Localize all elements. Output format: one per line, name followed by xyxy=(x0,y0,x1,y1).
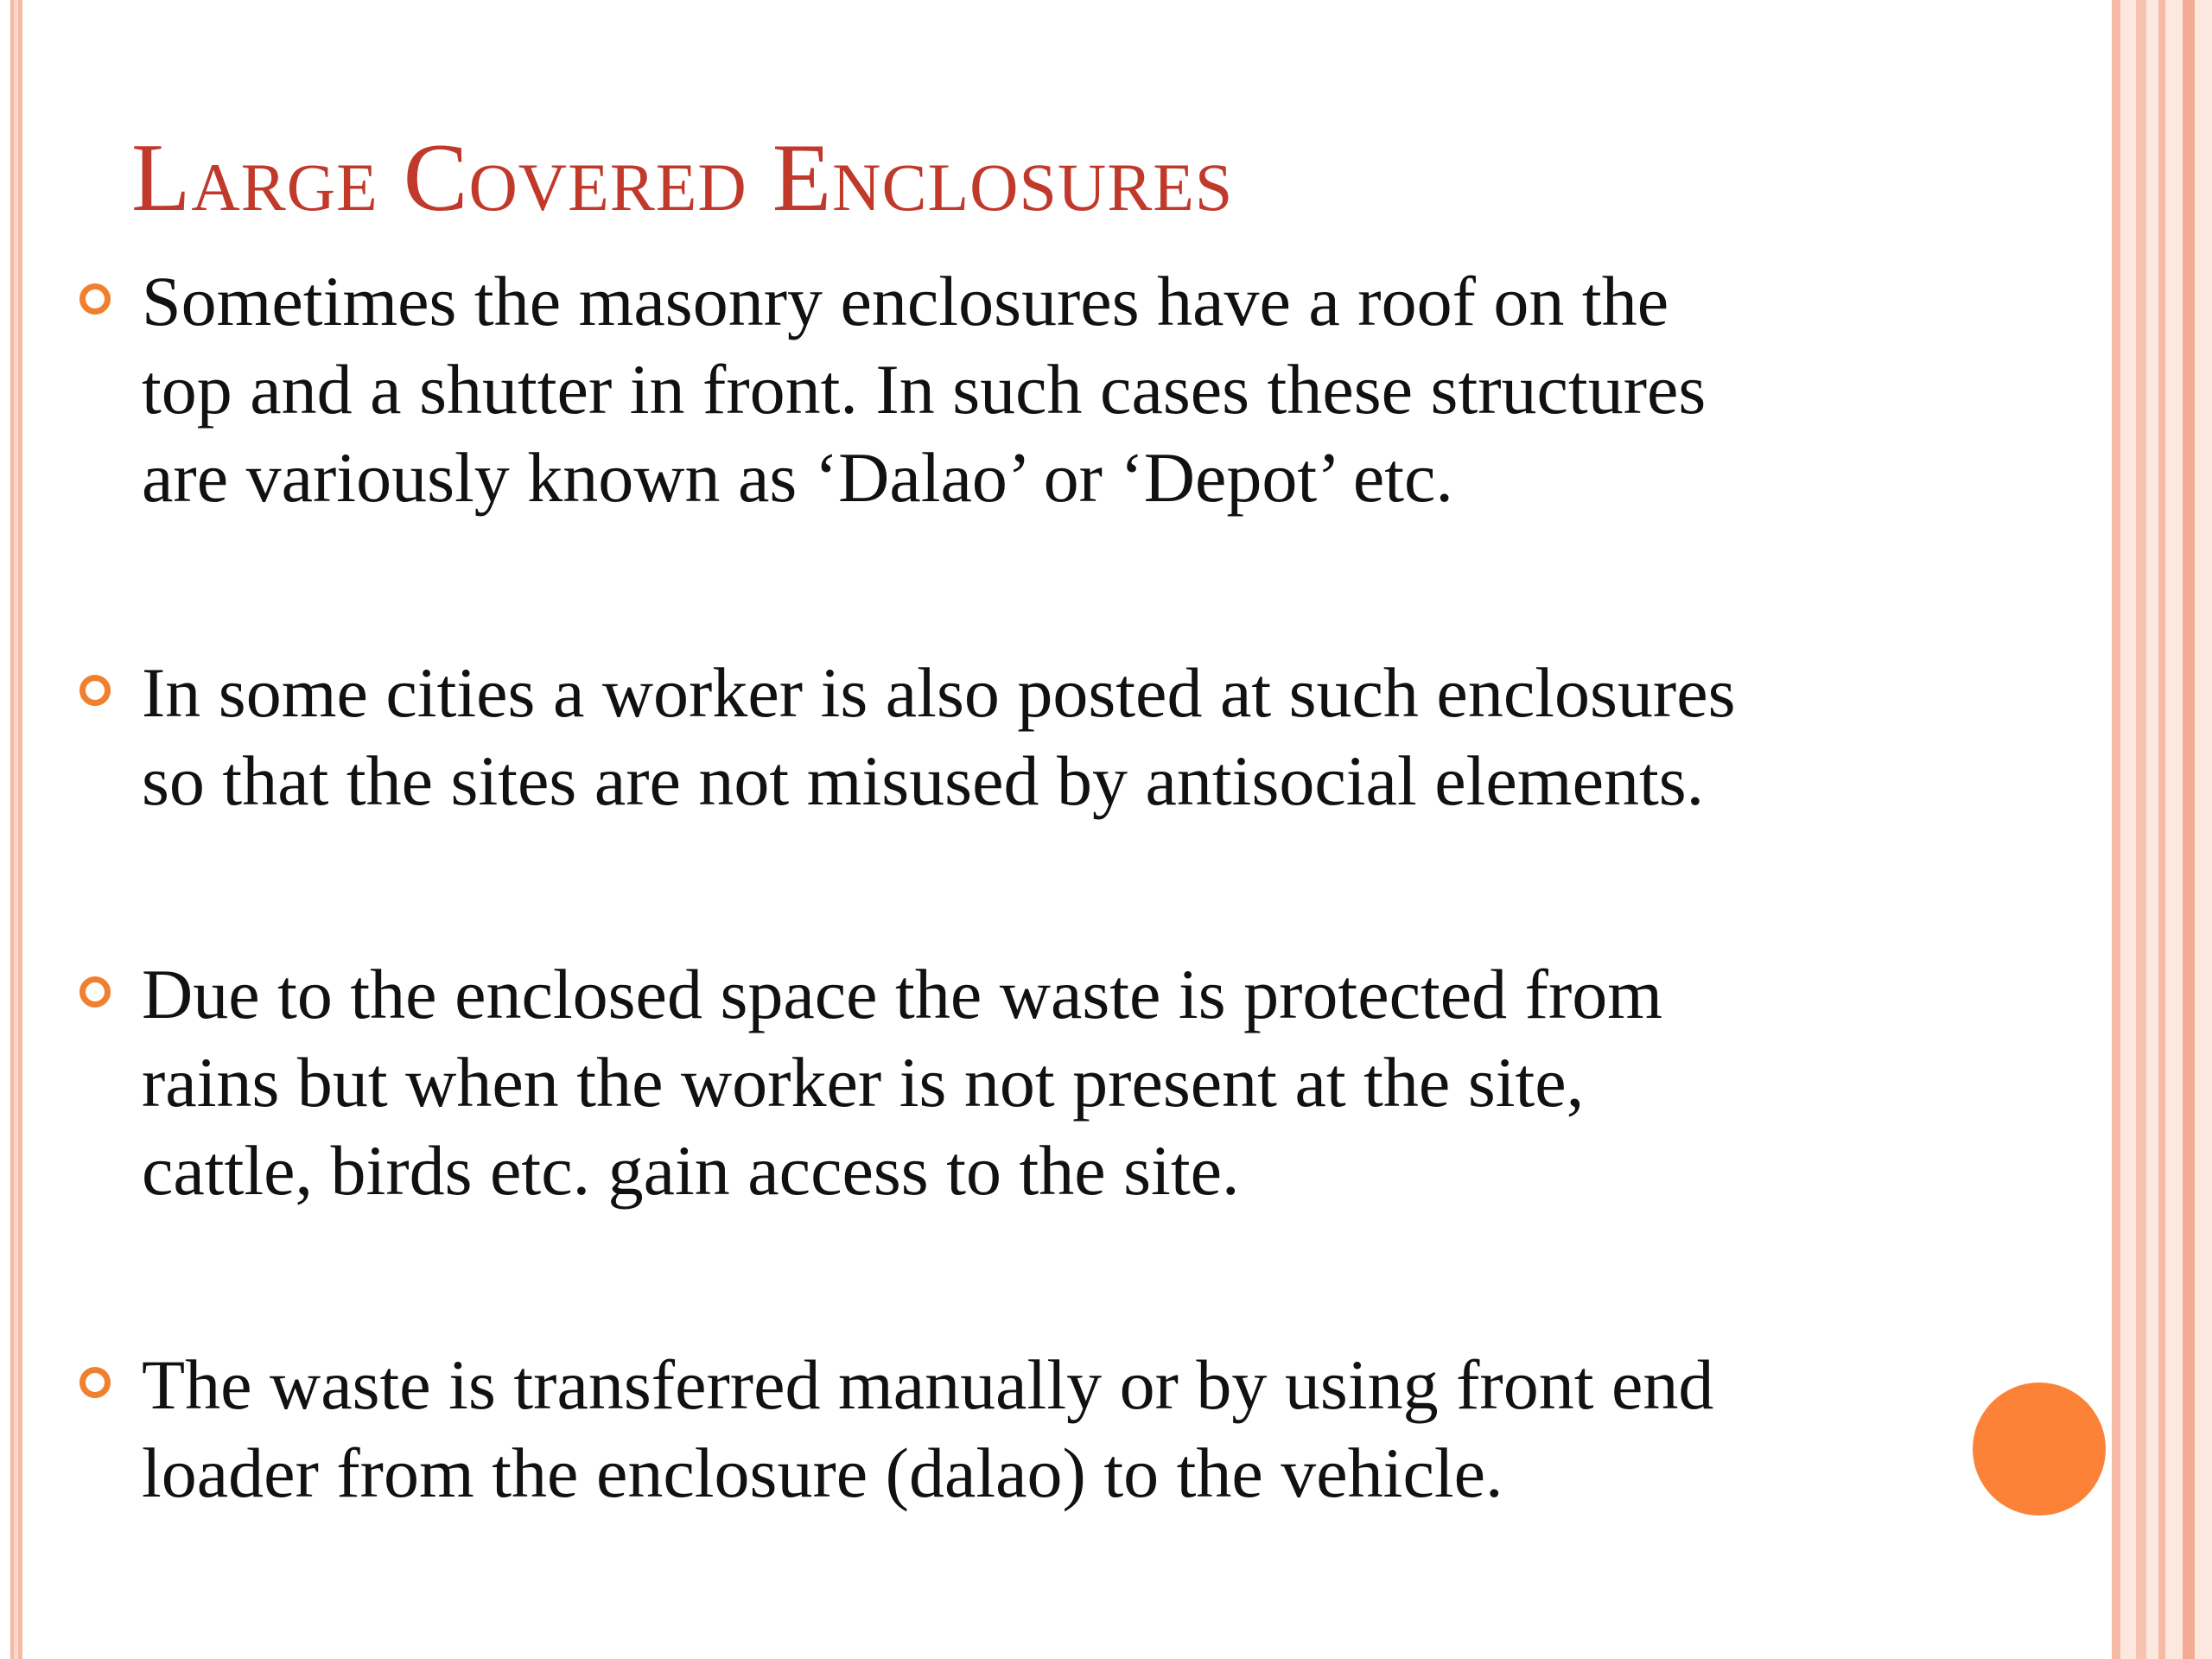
right-border-line xyxy=(2183,0,2195,1659)
bullet-text: In some cities a worker is also posted at such enclosures so that the sites are not misused by antisocial elements. xyxy=(142,653,1736,820)
bullet-text: Sometimes the masonry enclosures have a roof on the top and a shutter in front. In such cases these structures are variously known as ‘Dalao’ or ‘Depot’ etc. xyxy=(142,262,1707,517)
bullet-circle-icon xyxy=(79,1367,111,1398)
bullet-circle-icon xyxy=(79,976,111,1007)
bullet-circle-icon xyxy=(79,283,111,315)
bullet-text: The waste is transferred manually or by using front end loader from the enclosure (dalao) to the vehicle. xyxy=(142,1345,1714,1512)
bullet-text: Due to the enclosed space the waste is protected from rains but when the worker is not present at the site, cattle, birds etc. gain access to the site. xyxy=(142,955,1663,1210)
orange-dot-decoration xyxy=(1973,1382,2106,1516)
left-border-decoration xyxy=(10,0,22,1659)
slide-title: Large Covered Enclosures xyxy=(131,124,1234,232)
bullet-circle-icon xyxy=(79,675,111,706)
